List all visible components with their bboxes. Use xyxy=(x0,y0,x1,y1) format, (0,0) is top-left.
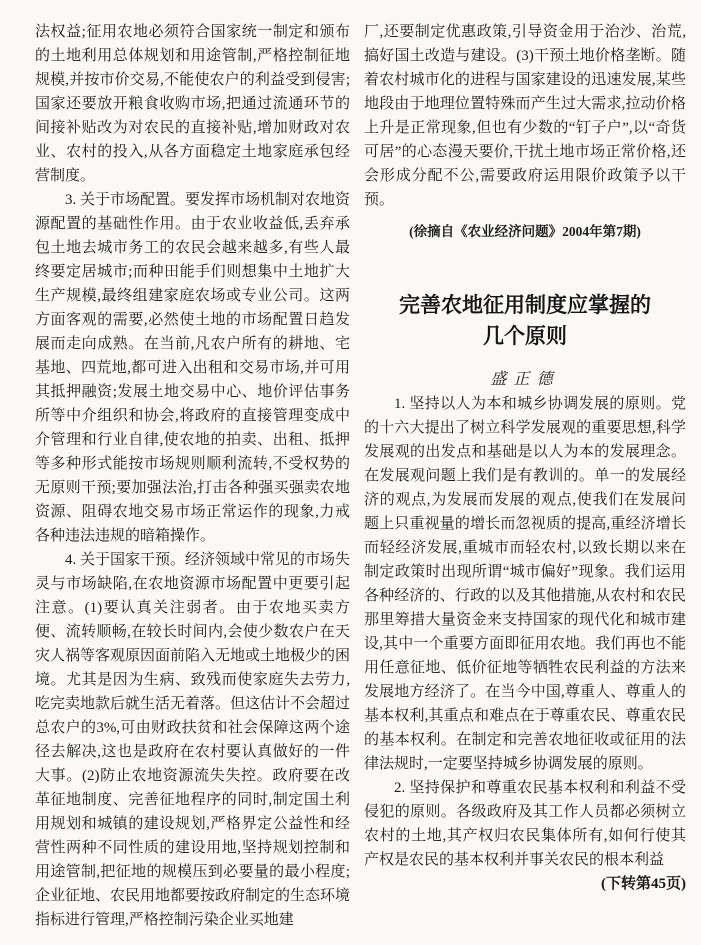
article-title-line-2: 几个原则 xyxy=(483,324,567,348)
article-title-line-1: 完善农地征用制度应掌握的 xyxy=(399,293,651,317)
body-paragraph-principle-2: 2. 坚持保护和尊重农民基本权利和利益不受侵犯的原则。各级政府及其工作人员都必须树立农村的土地,其产权归农民集体所有,如何行使其产权是农民的基本权利并事关农民的根本利益 xyxy=(364,780,686,868)
paragraph-continuation-top-right: 厂,还要制定优惠政策,引导资金用于治沙、治荒,搞好国土改造与建设。(3)干预土地价格垄断。随着农村城市化的进程与国家建设的迅速发展,某些地段由于地理位置特殊而产生过大需求,拉动价格上升是正常现象,但也有少数的“钉子户”,以“奇货可居”的心态漫天要价,干扰土地市场正常价格,还会形成分配不公,需要政府运用限价政策予以干预。 xyxy=(364,24,686,208)
paragraph-continuation-from-previous-page: 法权益;征用农地必须符合国家统一制定和颁布的土地利用总体规划和用途管制,严格控制征地规模,并按市价交易,不能使农户的利益受到侵害;国家还要放开粮食收购市场,把通过流通环节的间接补贴改为对农民的直接补贴,增加财政对农业、农村的投入,从各方面稳定土地家庭承包经营制度。 xyxy=(35,24,350,184)
article-author: 盛正德 xyxy=(490,371,560,388)
source-attribution: (徐摘自《农业经济问题》2004年第7期) xyxy=(409,224,641,239)
body-paragraph-principle-1: 1. 坚持以人为本和城乡协调发展的原则。党的十六大提出了树立科学发展观的重要思想,科学发展观的出发点和基础是以人为本的发展理念。在发展观问题上我们是有教训的。单一的发展经济的观点,为发展而发展的观点,使我们在发展问题上只重视量的增长而忽视质的提高,重经济增长而轻经济发展,重城市而轻农村,以致长期以来在制定政策时出现所谓“城市偏好”现象。我们运用各种经济的、行政的以及其他措施,从农村和农民那里筹措大量资金来支持国家的现代化和城市建设,其中一个重要方面即征用农地。我们再也不能用任意征地、低价征地等牺牲农民利益的方法来发展地方经济了。在当今中国,尊重人、尊重人的基本权利,其重点和难点在于尊重农民、尊重农民的基本权利。在制定和完善农地征收或征用的法律法规时,一定要坚持城乡协调发展的原则。 xyxy=(364,396,686,772)
body-paragraph-market-allocation: 3. 关于市场配置。要发挥市场机制对农地资源配置的基础性作用。由于农业收益低,丢弃承包土地去城市务工的农民会越来越多,有些人最终要定居城市;而种田能手们则想集中土地扩大生产规模,最终组建家庭农场或专业公司。这两方面客观的需要,必然使土地的市场配置日趋发展而走向成熟。在当前,凡农户所有的耕地、宅基地、四荒地,都可进入出租和交易市场,并可用其抵押融资;发展土地交易中心、地价评估事务所等中介组织和协会,将政府的直接管理变成中介管理和行业自律,使农地的拍卖、出租、抵押等多种形式能按市场规则顺利流转,不受权势的无原则干预;要加强法治,打击各种强买强卖农地资源、阻碍农地交易市场正常运作的现象,力戒各种违法违规的暗箱操作。 xyxy=(35,192,351,544)
left-column xyxy=(35,20,350,932)
body-paragraph-state-intervention: 4. 关于国家干预。经济领域中常见的市场失灵与市场缺陷,在农地资源市场配置中更要引起注意。(1)要认真关注弱者。由于农地买卖方便、流转顺畅,在较长时间内,会使少数农户在天灾人祸等客观原因面前陷入无地或土地极少的困境。尤其是因为生病、致残而使家庭失去劳力,吃完卖地款后就生活无着落。但这估计不会超过总农户的3%,可由财政扶贫和社会保障这两个途径去解决,这也是政府在农村要认真做好的一件大事。(2)防止农地资源流失失控。政府要在改革征地制度、完善征地程序的同时,制定国土利用规划和城镇的建设规划,严格界定公益性和经营性两种不同性质的建设用地,坚持规划控制和用途管制,把征地的规模压到必要量的最小程度;企业征地、农民用地都要按政府制定的生态环境指标进行管理,严格控制污染企业买地建 xyxy=(35,552,351,928)
article-title xyxy=(364,290,686,352)
continued-on-page-note: (下转第45页) xyxy=(601,876,686,892)
right-column xyxy=(364,20,686,896)
